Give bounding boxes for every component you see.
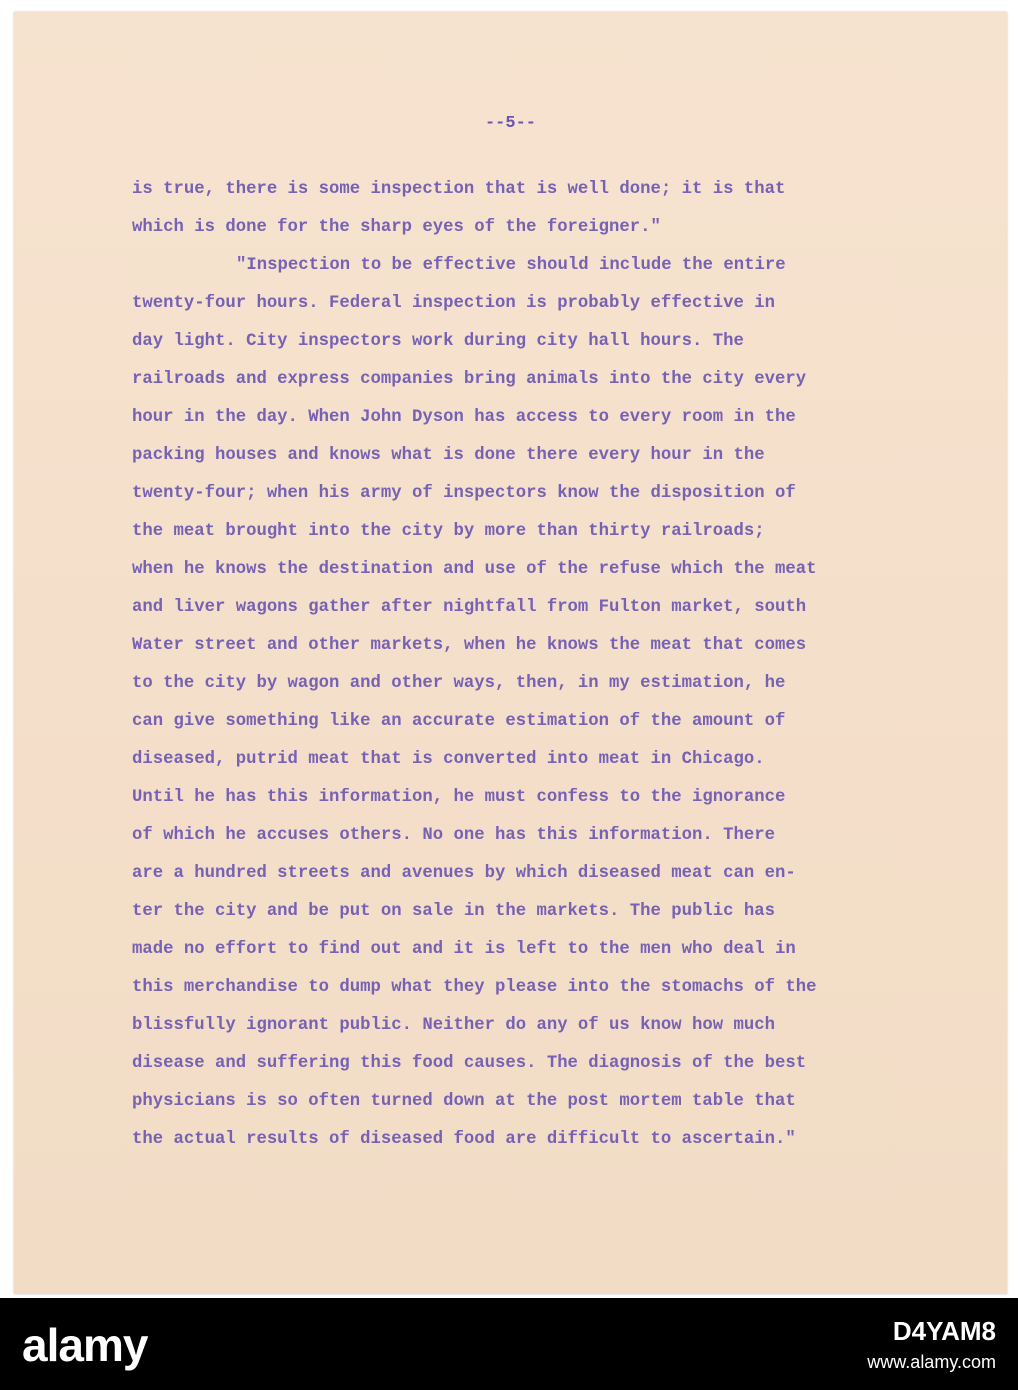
footer-image-id: D4YAM8: [892, 1316, 996, 1346]
text-line: the actual results of diseased food are difficult to ascertain.": [132, 1130, 796, 1149]
text-line: the meat brought into the city by more than thirty railroads;: [132, 522, 765, 541]
footer-url: www.alamy.com: [867, 1352, 996, 1372]
text-line: railroads and express companies bring animals into the city every: [132, 370, 807, 389]
text-line: day light. City inspectors work during city hall hours. The: [132, 332, 744, 351]
text-line: "Inspection to be effective should include the entire: [236, 256, 786, 275]
text-line: when he knows the destination and use of the refuse which the meat: [132, 560, 817, 579]
text-line: are a hundred streets and avenues by which diseased meat can en-: [132, 864, 796, 883]
text-line: blissfully ignorant public. Neither do any of us know how much: [132, 1016, 775, 1035]
text-line: diseased, putrid meat that is converted into meat in Chicago.: [132, 750, 765, 769]
text-line: ter the city and be put on sale in the markets. The public has: [132, 902, 775, 921]
footer-logo: alamy: [22, 1319, 148, 1371]
text-line: physicians is so often turned down at the post mortem table that: [132, 1092, 796, 1111]
text-line: to the city by wagon and other ways, then, in my estimation, he: [132, 674, 786, 693]
text-line: Water street and other markets, when he knows the meat that comes: [132, 636, 807, 655]
text-line: can give something like an accurate estimation of the amount of: [132, 712, 786, 731]
text-line: of which he accuses others. No one has this information. There: [132, 826, 775, 845]
text-line: twenty-four hours. Federal inspection is probably effective in: [132, 294, 775, 313]
text-line: hour in the day. When John Dyson has access to every room in the: [132, 408, 796, 427]
text-line: disease and suffering this food causes. The diagnosis of the best: [132, 1054, 807, 1073]
text-line: twenty-four; when his army of inspectors know the disposition of: [132, 484, 796, 503]
page-number: --5--: [484, 114, 536, 133]
text-line: made no effort to find out and it is left to the men who deal in: [132, 940, 796, 959]
text-line: is true, there is some inspection that is well done; it is that: [132, 180, 786, 199]
text-line: which is done for the sharp eyes of the foreigner.": [132, 218, 661, 237]
document-page: [14, 12, 1007, 1294]
text-line: Until he has this information, he must confess to the ignorance: [132, 788, 786, 807]
text-line: and liver wagons gather after nightfall from Fulton market, south: [132, 598, 807, 617]
text-line: packing houses and knows what is done there every hour in the: [132, 446, 765, 465]
text-line: this merchandise to dump what they please into the stomachs of the: [132, 978, 817, 997]
